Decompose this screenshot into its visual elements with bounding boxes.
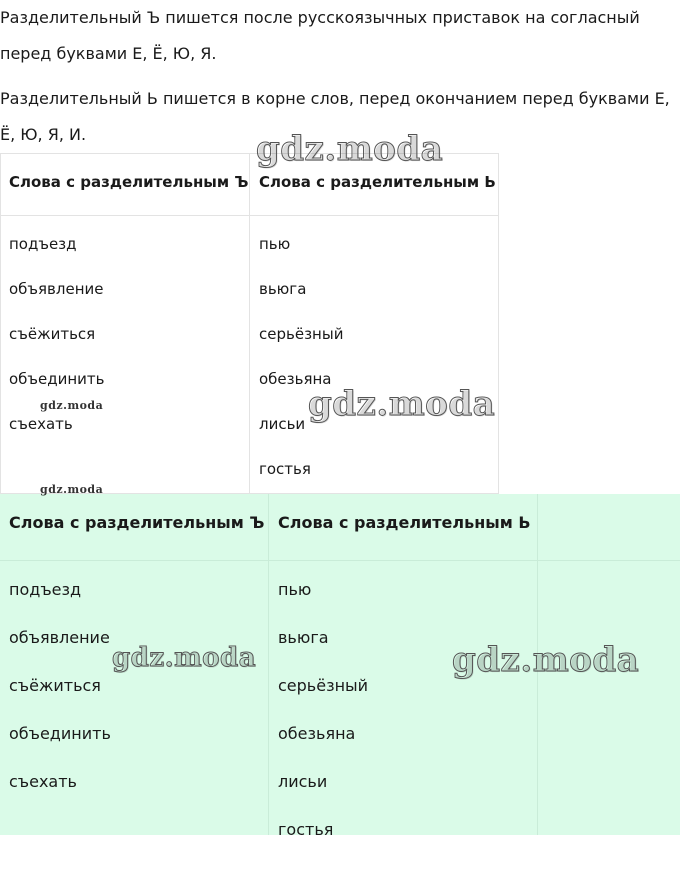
table-cell-hard-sign: объединить <box>9 370 105 388</box>
table-cell-soft-sign: лисьи <box>259 415 306 433</box>
table-header-hard-sign: Слова с разделительным Ъ <box>9 513 265 532</box>
table-cell-soft-sign: лисьи <box>278 772 328 791</box>
watermark-logo: gdz.moda <box>452 640 640 680</box>
table-cell-hard-sign: съёжиться <box>9 676 101 695</box>
table-cell-hard-sign: подъезд <box>9 235 77 253</box>
column-divider <box>249 154 250 493</box>
table-cell-soft-sign: серьёзный <box>278 676 369 695</box>
table-cell-hard-sign: объединить <box>9 724 111 743</box>
table-cell-soft-sign: гостья <box>259 460 311 478</box>
table-cell-soft-sign: вьюга <box>259 280 307 298</box>
watermark-logo: gdz.moda <box>40 399 104 412</box>
watermark-logo: gdz.moda <box>40 483 104 496</box>
header-divider <box>1 215 498 216</box>
table-cell-hard-sign: съехать <box>9 772 77 791</box>
header-divider <box>0 560 680 561</box>
watermark-logo: gdz.moda <box>112 643 257 673</box>
table-cell-hard-sign: подъезд <box>9 580 82 599</box>
table-header-soft-sign: Слова с разделительным Ь <box>259 173 496 191</box>
table-cell-soft-sign: пью <box>259 235 291 253</box>
table-cell-soft-sign: пью <box>278 580 312 599</box>
words-table-plain <box>0 153 499 494</box>
column-divider <box>268 494 269 835</box>
watermark-logo: gdz.moda <box>256 129 444 169</box>
table-header-soft-sign: Слова с разделительным Ь <box>278 513 531 532</box>
intro-paragraph-hard-sign: Разделительный Ъ пишется после русскоязычных приставок на согласный перед буквами Е, Ё, Ю, Я. <box>0 8 640 63</box>
table-cell-hard-sign: объявление <box>9 628 110 647</box>
table-cell-soft-sign: вьюга <box>278 628 329 647</box>
table-header-hard-sign: Слова с разделительным Ъ <box>9 173 249 191</box>
table-cell-hard-sign: съехать <box>9 415 73 433</box>
watermark-logo: gdz.moda <box>308 384 496 424</box>
table-cell-soft-sign: обезьяна <box>278 724 356 743</box>
table-cell-hard-sign: съёжиться <box>9 325 96 343</box>
table-cell-soft-sign: серьёзный <box>259 325 344 343</box>
intro-paragraph-soft-sign: Разделительный Ь пишется в корне слов, перед окончанием перед буквами Е, Ё, Ю, Я, И. <box>0 89 670 144</box>
table-cell-soft-sign: гостья <box>278 820 334 835</box>
table-cell-soft-sign: обезьяна <box>259 370 332 388</box>
table-cell-hard-sign: объявление <box>9 280 104 298</box>
